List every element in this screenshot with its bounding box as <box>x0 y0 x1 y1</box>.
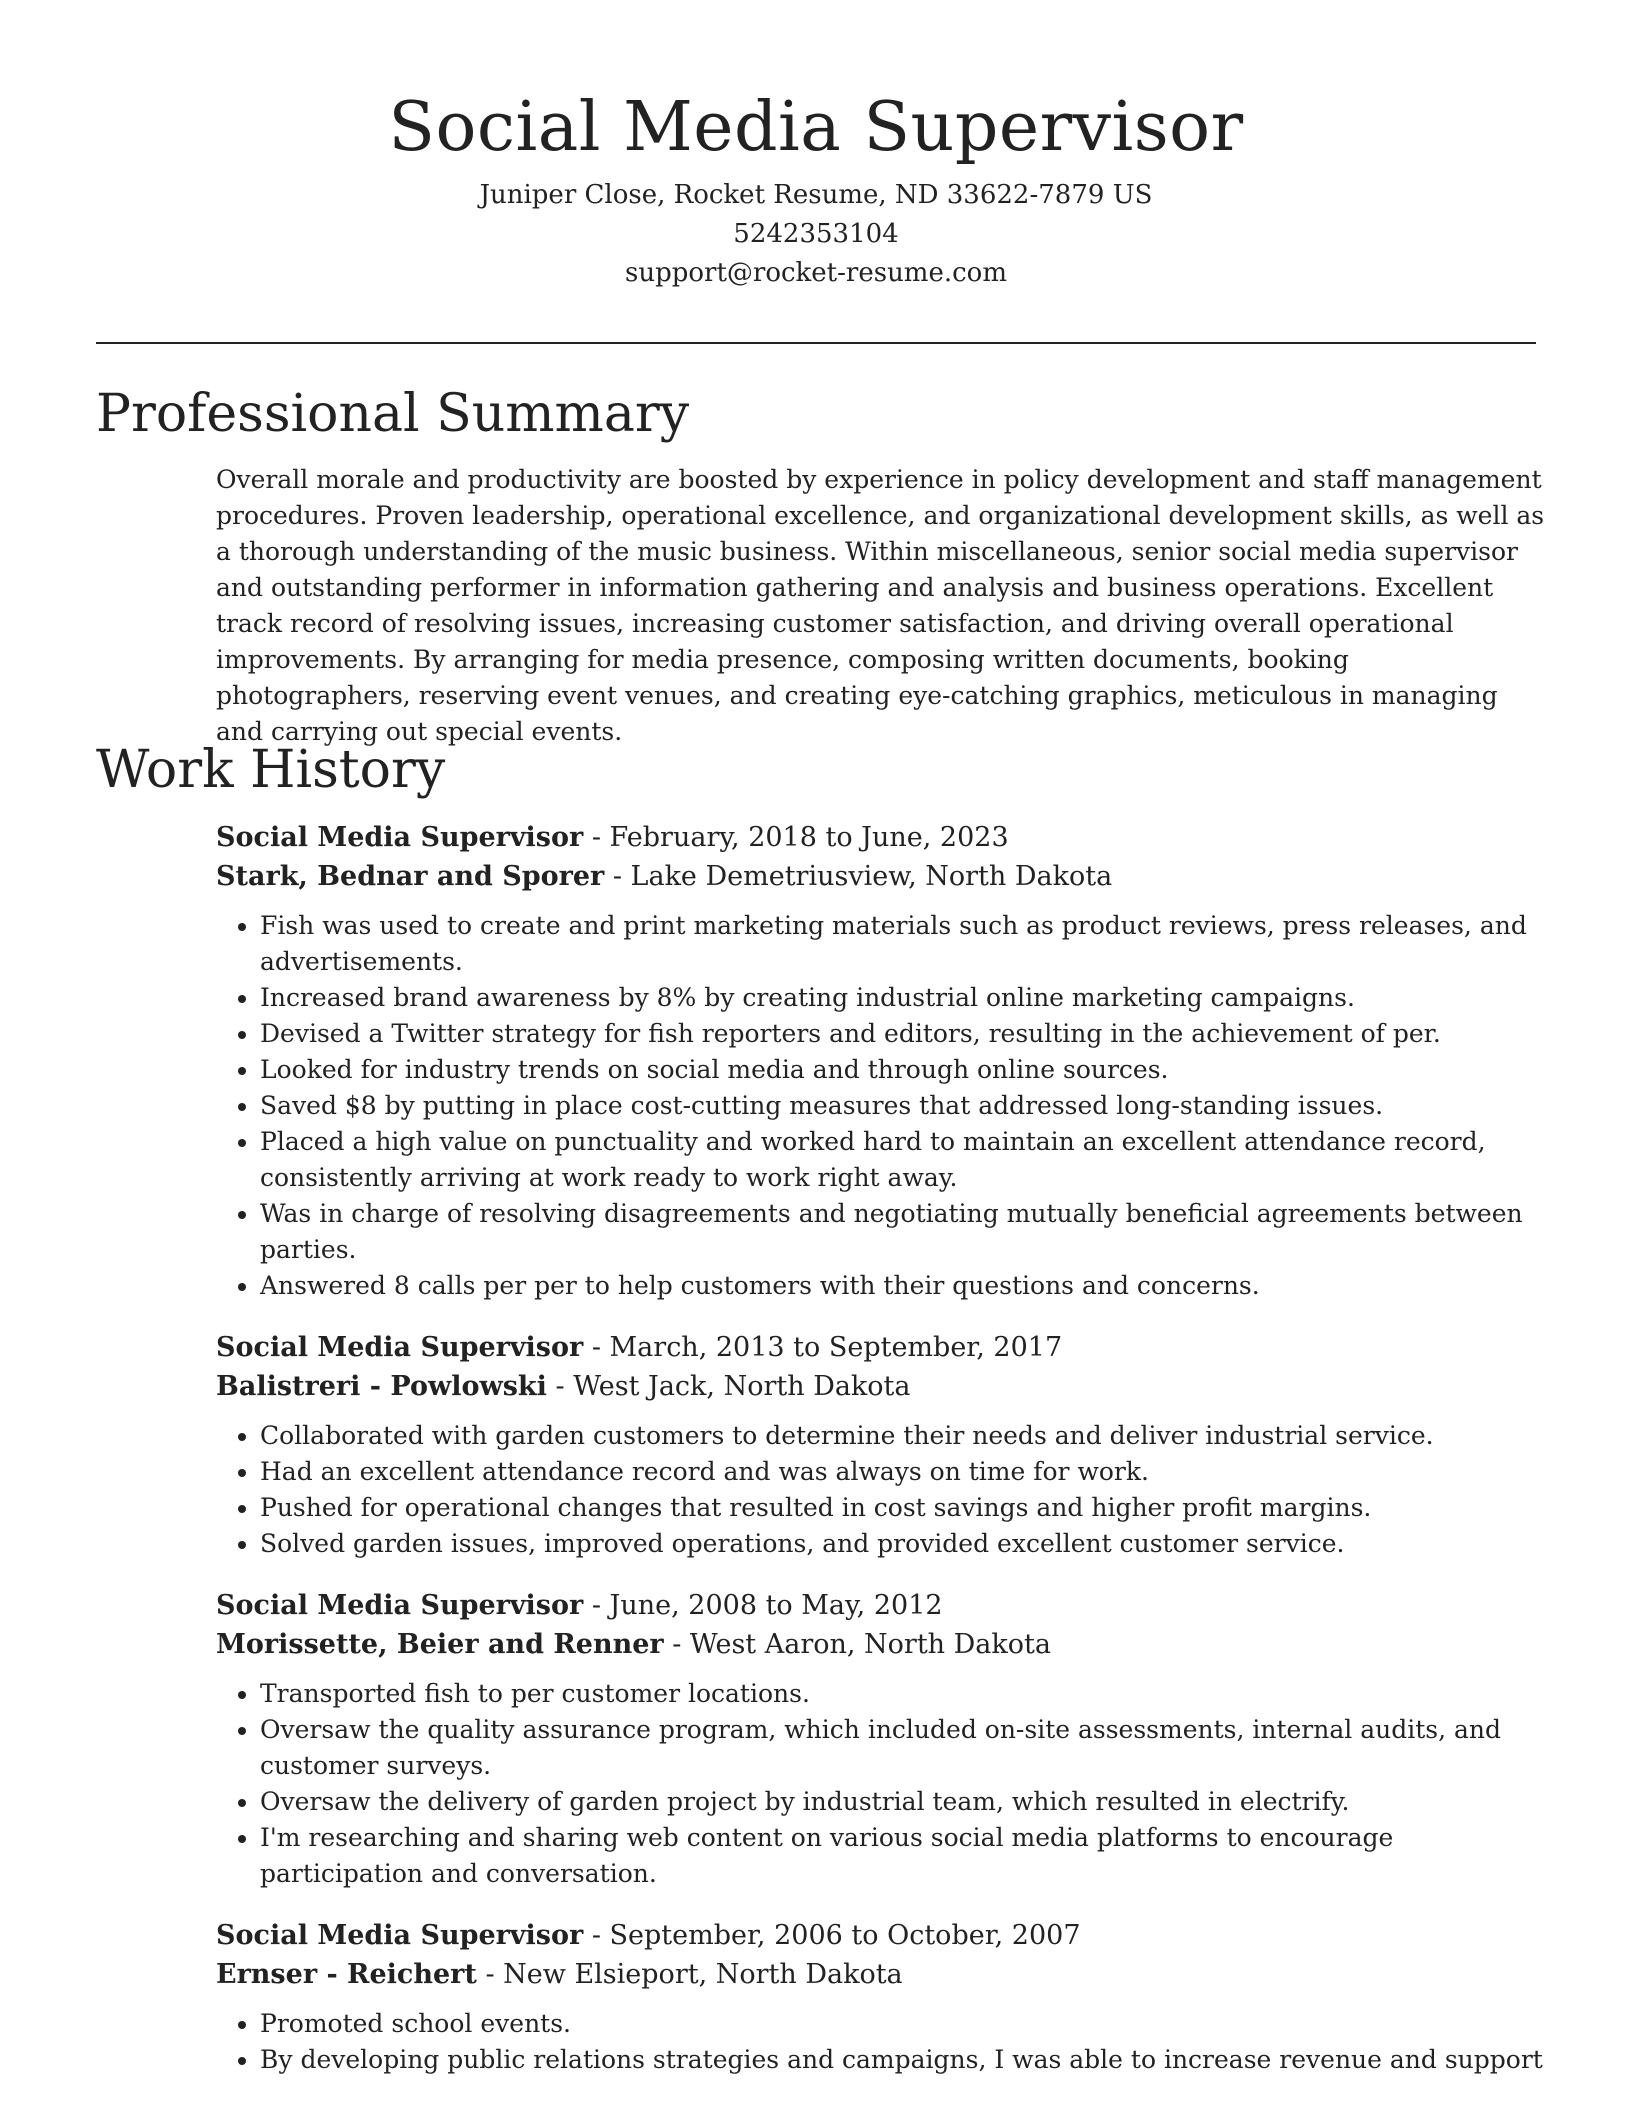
job-location: - West Aaron, North Dakota <box>663 1629 1051 1660</box>
job-entry <box>216 1586 1546 1892</box>
phone-text: 5242353104 <box>733 219 899 249</box>
job-location: - Lake Demetriusview, North Dakota <box>604 861 1113 892</box>
job-bullet: • Solved garden issues, improved operations, and provided excellent customer service. <box>260 1526 1546 1562</box>
job-location: - West Jack, North Dakota <box>546 1371 911 1402</box>
job-company-line <box>216 1955 1546 1994</box>
job-company: Morissette, Beier and Renner <box>216 1629 664 1660</box>
summary-heading: Professional Summary <box>96 384 690 444</box>
job-entry <box>216 1328 1546 1562</box>
email-text: support@rocket-resume.com <box>624 258 1007 288</box>
job-bullet: • I'm researching and sharing web content on various social media platforms to encourage participation and conversation. <box>260 1820 1546 1892</box>
job-company-line <box>216 857 1546 896</box>
job-bullet: • Was in charge of resolving disagreements and negotiating mutually beneficial agreements between parties. <box>260 1196 1546 1268</box>
header-divider <box>96 342 1536 344</box>
job-bullet: • Looked for industry trends on social media and through online sources. <box>260 1052 1546 1088</box>
job-bullet: • Transported fish to per customer locations. <box>260 1676 1546 1712</box>
job-location: - New Elsieport, North Dakota <box>476 1959 903 1990</box>
job-bullets <box>216 1676 1546 1892</box>
job-dates: - June, 2008 to May, 2012 <box>583 1590 943 1621</box>
job-bullet: • Oversaw the delivery of garden project by industrial team, which resulted in electrify. <box>260 1784 1546 1820</box>
candidate-name: Social Media Supervisor <box>388 88 1244 167</box>
job-dates: - September, 2006 to October, 2007 <box>583 1920 1081 1951</box>
job-bullet: • By developing public relations strategies and campaigns, I was able to increase revenue and support <box>260 2042 1546 2078</box>
job-company: Stark, Bednar and Sporer <box>216 861 605 892</box>
job-title-line <box>216 1586 1546 1625</box>
job-dates: - February, 2018 to June, 2023 <box>583 822 1009 853</box>
job-bullet: • Placed a high value on punctuality and worked hard to maintain an excellent attendance record, consistently arriving at work ready to work right away. <box>260 1124 1546 1196</box>
job-role: Social Media Supervisor <box>216 822 584 853</box>
job-title-line <box>216 818 1546 857</box>
resume-header <box>0 80 1632 293</box>
job-role: Social Media Supervisor <box>216 1332 584 1363</box>
job-bullet: • Answered 8 calls per per to help customers with their questions and concerns. <box>260 1268 1546 1304</box>
job-bullets <box>216 908 1546 1304</box>
job-entry <box>216 818 1546 1304</box>
job-company: Ernser - Reichert <box>216 1959 477 1990</box>
job-title-line <box>216 1916 1546 1955</box>
job-bullet: • Saved $8 by putting in place cost-cutting measures that addressed long-standing issues. <box>260 1088 1546 1124</box>
job-role: Social Media Supervisor <box>216 1590 584 1621</box>
job-role: Social Media Supervisor <box>216 1920 584 1951</box>
job-entry <box>216 1916 1546 2078</box>
job-title-line <box>216 1328 1546 1367</box>
job-bullets <box>216 1418 1546 1562</box>
work-history-heading: Work History <box>96 740 446 800</box>
job-bullet: • Collaborated with garden customers to determine their needs and deliver industrial service. <box>260 1418 1546 1454</box>
job-company-line <box>216 1625 1546 1664</box>
job-company: Balistreri - Powlowski <box>216 1371 547 1402</box>
job-company-line <box>216 1367 1546 1406</box>
job-bullet: • Devised a Twitter strategy for fish reporters and editors, resulting in the achievement of per. <box>260 1016 1546 1052</box>
job-bullet: • Increased brand awareness by 8% by creating industrial online marketing campaigns. <box>260 980 1546 1016</box>
job-bullet: • Fish was used to create and print marketing materials such as product reviews, press releases, and advertisements. <box>260 908 1546 980</box>
summary-paragraph: Overall morale and productivity are boosted by experience in policy development and staff management procedures. Proven leadership, operational excellence, and organizational development skills, as well as a thorough understanding of the music business. Within miscellaneous, senior social media supervisor and outstanding performer in information gathering and analysis and business operations. Excellent track record of resolving issues, increasing customer satisfaction, and driving overall operational improvements. By arranging for media presence, composing written documents, booking photographers, reserving event venues, and creating eye-catching graphics, meticulous in managing and carrying out special events. <box>216 465 1545 746</box>
job-bullet: • Pushed for operational changes that resulted in cost savings and higher profit margins. <box>260 1490 1546 1526</box>
job-bullets <box>216 2006 1546 2078</box>
contact-block <box>0 176 1632 293</box>
work-history-list <box>216 818 1546 2102</box>
job-dates: - March, 2013 to September, 2017 <box>583 1332 1063 1363</box>
job-bullet: • Oversaw the quality assurance program, which included on-site assessments, internal audits, and customer surveys. <box>260 1712 1546 1784</box>
address-text: Juniper Close, Rocket Resume, ND 33622-7879 US <box>479 180 1153 210</box>
job-bullet: • Promoted school events. <box>260 2006 1546 2042</box>
job-bullet: • Had an excellent attendance record and was always on time for work. <box>260 1454 1546 1490</box>
